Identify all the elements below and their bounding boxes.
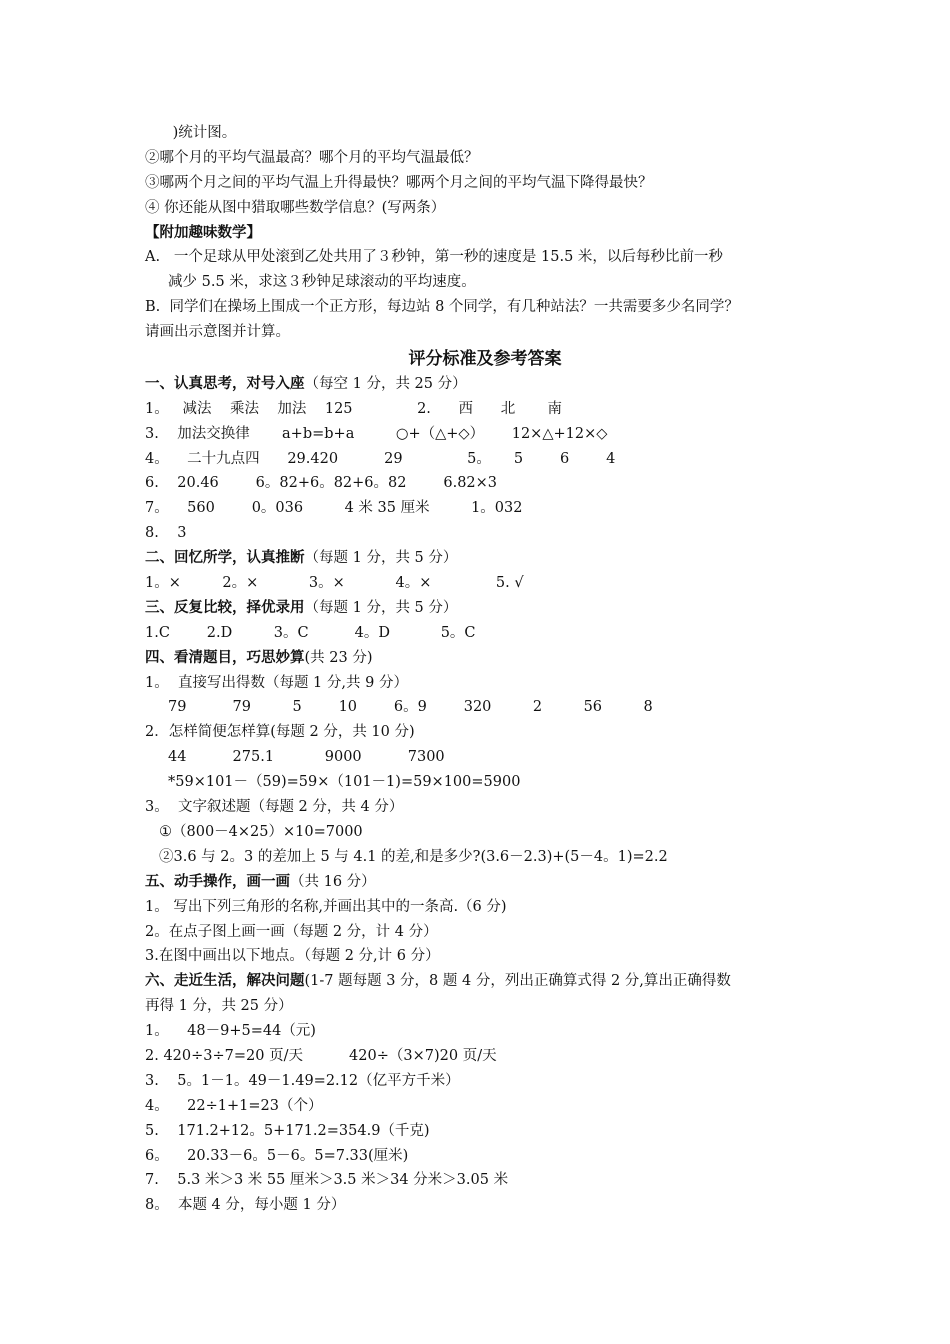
section-5-head: 五、动手操作，画一画 (145, 872, 290, 890)
section-6-heading (145, 969, 825, 994)
answer-row: ①（800－4×25）×10=7000 (159, 823, 363, 840)
question-line: ④ 你还能从图中猎取哪些数学信息？(写两条） (145, 199, 446, 216)
bonus-b-line1: B. 同学们在操场上围成一个正方形，每边站 8 个同学，有几种站法？一共需要多少名同学？ (145, 299, 739, 316)
answer-row: 1。 48－9+5=44（元) (145, 1023, 316, 1040)
answer-row: 1。 写出下列三角形的名称,并画出其中的一条高.（6 分) (145, 898, 507, 915)
section-1-note: （每空 1 分，共 25 分） (304, 375, 467, 392)
answer-row: 6。 20.33－6。5－6。5=7.33(厘米) (145, 1147, 409, 1164)
answer-row: 7. 5.3 米＞3 米 55 厘米＞3.5 米＞34 分米＞3.05 米 (145, 1172, 509, 1189)
section-1-head: 一、认真思考，对号入座 (145, 374, 305, 392)
document-page (145, 121, 825, 1218)
section-6-note: (1-7 题每题 3 分，8 题 4 分，列出正确算式得 2 分,算出正确得数 (304, 973, 731, 990)
answer-row: 2．怎样简便怎样算(每题 2 分，共 10 分) (145, 724, 415, 741)
answer-row: 6. 20.46 6。82+6。82+6。82 6.82×3 (145, 475, 498, 492)
question-line: ②哪个月的平均气温最高？哪个月的平均气温最低？ (145, 149, 479, 166)
section-6-note2: 再得 1 分，共 25 分） (145, 998, 293, 1015)
bonus-a-line2: 减少 5.5 米，求这３秒钟足球滚动的平均速度。 (168, 274, 476, 291)
answer-row: 3。 文字叙述题（每题 2 分，共 4 分） (145, 799, 404, 816)
answer-row: 4。 22÷1+1=23（个） (145, 1097, 323, 1114)
answer-row: 1.C 2.D 3。C 4。D 5。C (145, 624, 476, 641)
answer-row: 2。在点子图上画一画（每题 2 分，计 4 分） (145, 923, 438, 940)
section-5-heading (145, 870, 825, 895)
section-1-heading (145, 372, 825, 397)
answer-row: ②3.6 与 2。3 的差加上 5 与 4.1 的差,和是多少?(3.6－2.3)+(5－4。1)=2.2 (159, 848, 668, 865)
section-3-heading (145, 596, 825, 621)
answer-row: 8. 3 (145, 525, 187, 542)
answer-row: 79 79 5 10 6。9 320 2 56 8 (168, 699, 653, 716)
answer-row: 1。× 2。× 3。× 4。× 5. √ (145, 575, 524, 592)
bonus-heading: 【附加趣味数学】 (145, 223, 261, 241)
section-2-heading (145, 546, 825, 571)
answer-row: 2. 420÷3÷7=20 页/天 420÷（3×7)20 页/天 (145, 1047, 497, 1064)
answer-row: 3. 加法交换律 a+b=b+a ○+（△+◇） 12×△+12×◇ (145, 425, 608, 442)
answer-row: 1。 直接写出得数（每题 1 分,共 9 分） (145, 674, 408, 691)
question-line: )统计图。 (145, 125, 237, 141)
answer-row: 5. 171.2+12。5+171.2=354.9（千克) (145, 1122, 430, 1139)
answer-row: 1。 减法 乘法 加法 125 2. 西 北 南 (145, 400, 562, 417)
answer-row: 3.在图中画出以下地点。（每题 2 分,计 6 分） (145, 948, 440, 965)
section-5-note: （共 16 分） (290, 873, 376, 890)
bonus-b-line2: 请画出示意图并计算。 (145, 324, 290, 341)
answers-title: 评分标准及参考答案 (408, 349, 562, 370)
answer-row: *59×101－（59)=59×（101－1)=59×100=5900 (168, 774, 521, 791)
section-3-head: 三、反复比较，择优录用 (145, 598, 305, 616)
question-line: ③哪两个月之间的平均气温上升得最快？哪两个月之间的平均气温下降得最快？ (145, 174, 653, 191)
answer-row: 8。 本题 4 分，每小题 1 分） (145, 1197, 346, 1214)
section-4-heading (145, 646, 825, 671)
answer-row: 3. 5。1－1。49－1.49=2.12（亿平方千米） (145, 1072, 460, 1089)
section-6-head: 六、走近生活，解决问题 (145, 972, 305, 990)
section-4-head: 四、看清题目，巧思妙算 (145, 648, 305, 666)
bonus-a-line1: A. 一个足球从甲处滚到乙处共用了３秒钟，第一秒的速度是 15.5 米，以后每秒比前一秒 (145, 249, 723, 266)
answer-row: 44 275.1 9000 7300 (168, 749, 445, 766)
answer-row: 7。 560 0。036 4 米 35 厘米 1。032 (145, 500, 523, 517)
answer-row: 4。 二十九点四 29.420 29 5。 5 6 4 (145, 450, 616, 467)
section-2-head: 二、回忆所学，认真推断 (145, 549, 305, 567)
section-4-note: (共 23 分) (304, 649, 373, 666)
section-2-note: （每题 1 分，共 5 分） (304, 550, 458, 567)
section-3-note: （每题 1 分，共 5 分） (304, 599, 458, 616)
